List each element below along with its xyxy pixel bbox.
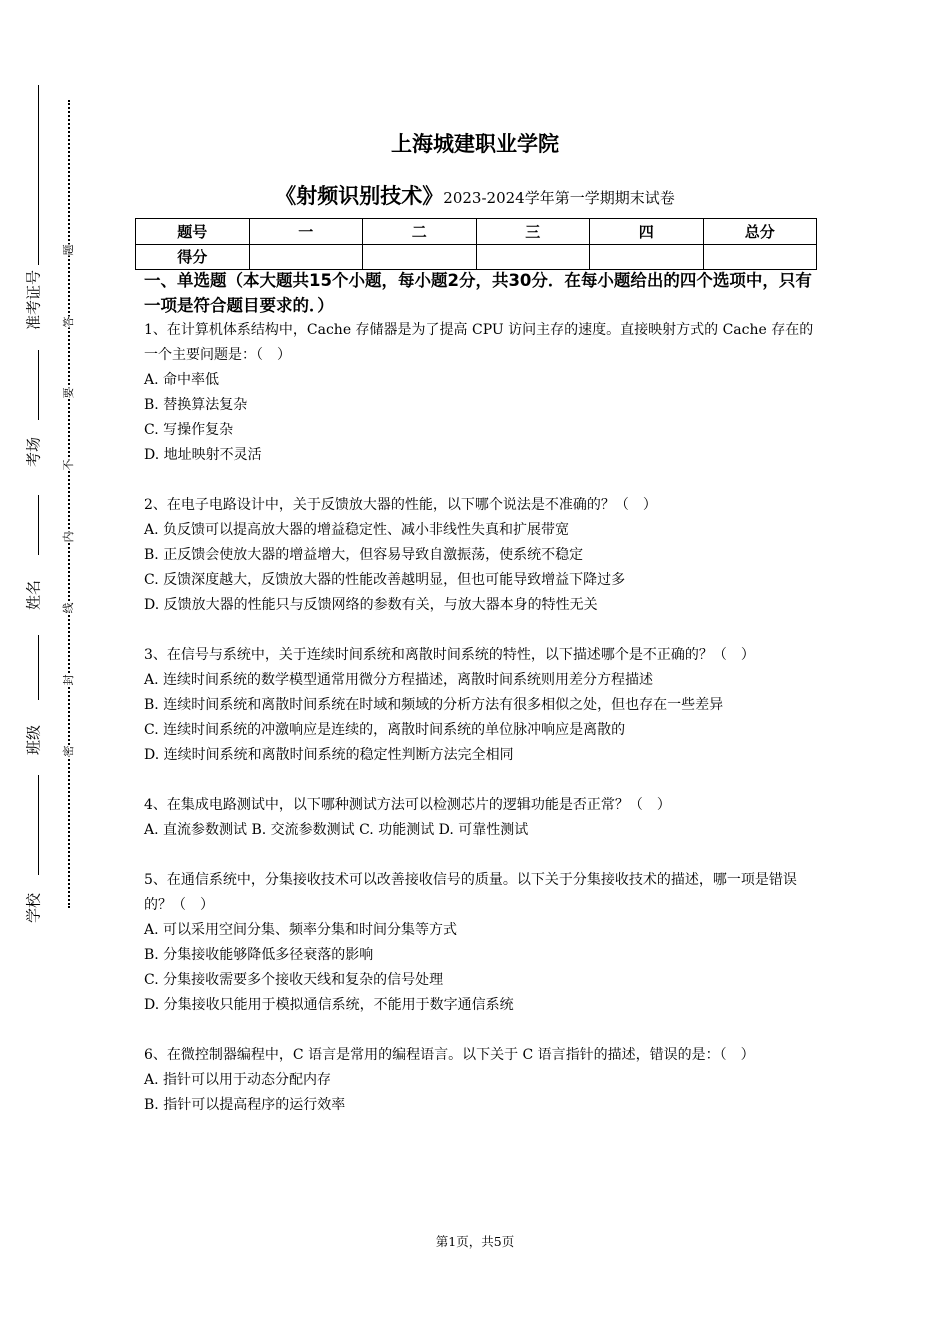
binding-line [38,775,39,875]
score-cell [703,244,817,270]
question [144,318,816,468]
section-title: 一、单选题（本大题共15个小题，每小题2分，共30分．在每小题给出的四个选项中，只有一项是符合题目要求的．） [144,271,812,315]
seal-word: 内 [58,532,78,543]
score-cell: 总分 [703,219,817,245]
question [144,868,816,1018]
score-table-header-row [136,219,817,245]
seal-word: 封 [58,675,78,686]
score-cell [249,244,363,270]
question-stem: 4、在集成电路测试中，以下哪种测试方法可以检测芯片的逻辑功能是否正常？（ ） [144,797,671,813]
question-option: B. 正反馈会使放大器的增益增大，但容易导致自激振荡，使系统不稳定 [144,547,584,563]
score-cell: 三 [476,219,590,245]
question-stem: 5、在通信系统中，分集接收技术可以改善接收信号的质量。以下关于分集接收技术的描述，哪一项是错误的？（ ） [144,872,797,913]
question-option: A. 可以采用空间分集、频率分集和时间分集等方式 [144,922,458,938]
school-title: 上海城建职业学院 [391,132,559,156]
score-cell [363,244,477,270]
question [144,1043,816,1118]
question-option: A. 直流参数测试 B. 交流参数测试 C. 功能测试 D. 可靠性测试 [144,822,529,838]
question-option: B. 替换算法复杂 [144,397,248,413]
score-cell: 题号 [136,219,250,245]
seal-word: 密 [58,746,78,757]
question-option: B. 分集接收能够降低多径衰落的影响 [144,947,374,963]
question-option: C. 反馈深度越大，反馈放大器的性能改善越明显，但也可能导致增益下降过多 [144,572,626,588]
exam-title [0,180,950,210]
question-option: A. 命中率低 [144,372,220,388]
class-label: 班级 [24,724,43,756]
question-option: D. 分集接收只能用于模拟通信系统，不能用于数字通信系统 [144,997,514,1013]
seal-word: 不 [58,460,78,471]
question-option: A. 连续时间系统的数学模型通常用微分方程描述，离散时间系统则用差分方程描述 [144,672,654,688]
score-table [135,218,817,270]
question-option: B. 指针可以提高程序的运行效率 [144,1097,346,1113]
score-cell: 一 [249,219,363,245]
course-name: 《射频识别技术》 [275,184,444,208]
score-table-score-row [136,244,817,270]
question-option: A. 指针可以用于动态分配内存 [144,1072,332,1088]
question [144,493,816,618]
question-option: D. 连续时间系统和离散时间系统的稳定性判断方法完全相同 [144,747,514,763]
question [144,793,816,843]
score-cell: 二 [363,219,477,245]
exam-subtitle: 2023-2024学年第一学期期末试卷 [443,189,675,207]
question-stem: 1、在计算机体系结构中，Cache 存储器是为了提高 CPU 访问主存的速度。直接映射方式的 Cache 存在的一个主要问题是：（ ） [144,322,814,363]
question-option: C. 连续时间系统的冲激响应是连续的，离散时间系统的单位脉冲响应是离散的 [144,722,626,738]
name-label: 姓名 [24,579,43,611]
seal-word: 答 [58,317,78,328]
seal-word: 题 [58,245,78,256]
question [144,643,816,768]
binding-line [38,635,39,700]
score-cell: 得分 [136,244,250,270]
exam-number-label: 准考证号 [24,269,43,331]
question-stem: 3、在信号与系统中，关于连续时间系统和离散时间系统的特性，以下描述哪个是不正确的？（ ） [144,647,755,663]
question-option: C. 分集接收需要多个接收天线和复杂的信号处理 [144,972,444,988]
question-option: A. 负反馈可以提高放大器的增益稳定性、减小非线性失真和扩展带宽 [144,522,570,538]
question-option: D. 反馈放大器的性能只与反馈网络的参数有关，与放大器本身的特性无关 [144,597,598,613]
seal-dotted-line [68,100,70,908]
binding-line [38,495,39,555]
seal-word: 要 [58,388,78,399]
question-option: B. 连续时间系统和离散时间系统在时域和频域的分析方法有很多相似之处，但也存在一些差异 [144,697,724,713]
score-cell: 四 [590,219,704,245]
page-number: 第1页，共5页 [435,1234,515,1249]
binding-line [38,85,39,265]
exam-room-label: 考场 [24,436,43,468]
question-stem: 6、在微控制器编程中，C 语言是常用的编程语言。以下关于 C 语言指针的描述，错误的是：（ ） [144,1047,755,1063]
score-cell [590,244,704,270]
binding-line [38,350,39,420]
score-cell [476,244,590,270]
question-option: C. 写操作复杂 [144,422,234,438]
school-label: 学校 [24,892,43,924]
question-option: D. 地址映射不灵活 [144,447,262,463]
seal-word: 线 [58,603,78,614]
exam-content [144,268,816,1143]
question-stem: 2、在电子电路设计中，关于反馈放大器的性能，以下哪个说法是不准确的？（ ） [144,497,657,513]
